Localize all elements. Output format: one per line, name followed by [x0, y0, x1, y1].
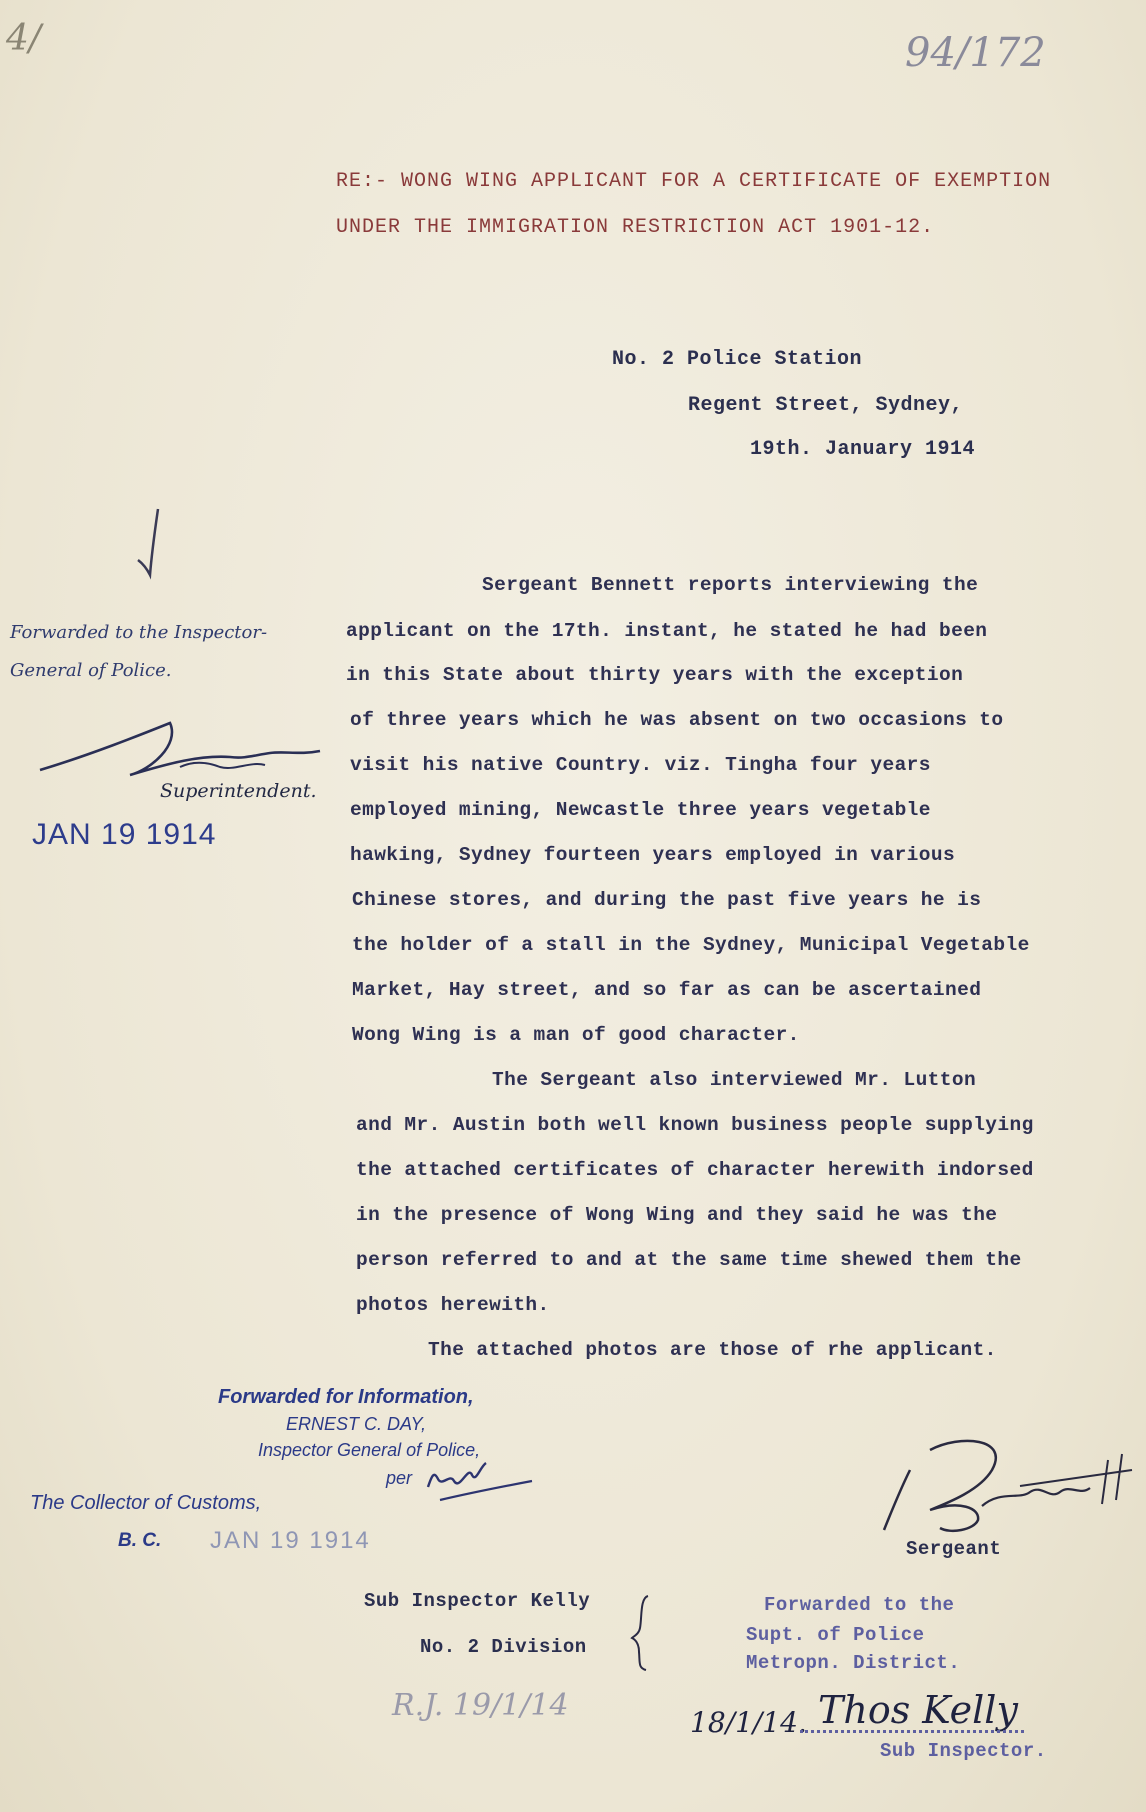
sergeant-signature	[870, 1430, 1140, 1540]
body-line: Chinese stores, and during the past five years he is	[352, 889, 982, 911]
sub-inspector-line-2: No. 2 Division	[420, 1636, 587, 1658]
body-line: in the presence of Wong Wing and they said he was the	[356, 1204, 998, 1226]
dotted-signature-line	[800, 1730, 1024, 1733]
body-line: Market, Hay street, and so far as can be ascertained	[352, 979, 982, 1001]
handwritten-initials-date: R.J. 19/1/14	[392, 1688, 569, 1723]
handwritten-date: 18/1/14.	[690, 1706, 807, 1739]
collector-line-1: The Collector of Customs,	[30, 1492, 262, 1514]
margin-date-stamp: JAN 19 1914	[32, 818, 217, 851]
body-line: visit his native Country. viz. Tingha four years	[350, 754, 931, 776]
body-line: applicant on the 17th. instant, he stated he had been	[346, 620, 988, 642]
body-line: The attached photos are those of rhe applicant.	[428, 1339, 997, 1361]
sub-inspector-title: Sub Inspector.	[880, 1740, 1047, 1762]
forwarded-stamp-line-3: Inspector General of Police,	[258, 1440, 481, 1460]
forward-supt-line-1: Forwarded to the	[764, 1594, 955, 1616]
tick-mark	[128, 505, 168, 585]
address-street: Regent Street, Sydney,	[688, 394, 964, 417]
body-line: hawking, Sydney fourteen years employed in various	[350, 844, 956, 866]
collector-line-2: B. C.	[118, 1530, 162, 1551]
body-line: person referred to and at the same time shewed them the	[356, 1249, 1022, 1271]
body-line: The Sergeant also interviewed Mr. Lutton	[492, 1069, 977, 1091]
corner-mark: 4/	[6, 18, 42, 59]
address-date: 19th. January 1914	[750, 438, 976, 461]
body-line: in this State about thirty years with the exception	[346, 664, 964, 686]
brace-mark	[630, 1592, 660, 1672]
forwarded-stamp-line-2: ERNEST C. DAY,	[286, 1414, 427, 1434]
reference-number: 94/172	[905, 30, 1046, 76]
forward-supt-line-3: Metropn. District.	[746, 1652, 961, 1674]
body-line: the attached certificates of character herewith indorsed	[356, 1159, 1034, 1181]
body-line: of three years which he was absent on two occasions to	[350, 709, 1004, 731]
margin-note-line-1: Forwarded to the Inspector-	[10, 622, 268, 643]
forwarded-stamp-line-1: Forwarded for Information,	[218, 1386, 474, 1408]
body-line: Wong Wing is a man of good character.	[352, 1024, 800, 1046]
body-line: and Mr. Austin both well known business people supplying	[356, 1114, 1034, 1136]
forward-supt-line-2: Supt. of Police	[746, 1624, 925, 1646]
address-station: No. 2 Police Station	[612, 348, 863, 371]
body-line: Sergeant Bennett reports interviewing the	[482, 574, 979, 596]
margin-note-title: Superintendent.	[160, 780, 317, 802]
heading-line-2: UNDER THE IMMIGRATION RESTRICTION ACT 1901-12.	[336, 216, 935, 239]
kelly-signature: Thos Kelly	[818, 1688, 1018, 1732]
body-line: employed mining, Newcastle three years vegetable	[350, 799, 931, 821]
margin-note-line-2: General of Police.	[10, 660, 172, 681]
body-line: photos herewith.	[356, 1294, 550, 1316]
per-initials	[420, 1445, 540, 1505]
collector-date-stamp: JAN 19 1914	[210, 1527, 371, 1554]
body-line: the holder of a stall in the Sydney, Municipal Vegetable	[352, 934, 1030, 956]
sergeant-title: Sergeant	[906, 1538, 1002, 1560]
heading-line-1: RE:- WONG WING APPLICANT FOR A CERTIFICATE OF EXEMPTION	[336, 170, 1052, 193]
sub-inspector-line-1: Sub Inspector Kelly	[364, 1590, 591, 1612]
forwarded-stamp-per: per	[386, 1468, 413, 1488]
